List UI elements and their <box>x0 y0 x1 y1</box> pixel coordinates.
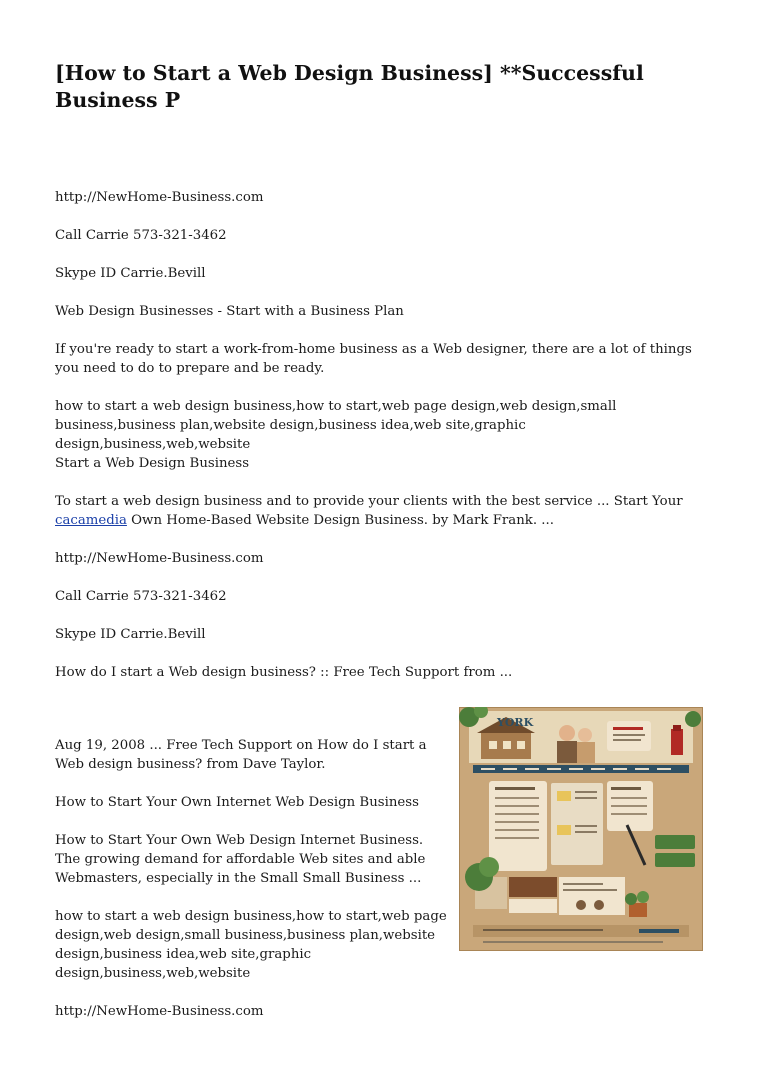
brand-logo: YORK <box>497 716 534 729</box>
keywords-paragraph: how to start a web design business,how to start,web page design,web design,small business,business plan,website design,business idea,web site,graphic design,business,web,website <box>55 909 447 981</box>
paragraph-with-link <box>55 492 720 530</box>
paragraph: http://NewHome-Business.com <box>55 190 264 205</box>
paragraph: http://NewHome-Business.com <box>55 551 264 566</box>
paragraph: How to Start Your Own Web Design Internet Business. The growing demand for affordable Web sites and able Webmasters, especially in the Small Small Business ... <box>55 833 426 886</box>
page-title: [How to Start a Web Design Business] **Successful Business P <box>55 61 644 112</box>
paragraph: If you're ready to start a work-from-home business as a Web designer, there are a lot of things you need to do to prepare and be ready. <box>55 342 692 376</box>
website-template-screenshot <box>459 707 703 951</box>
paragraph: How do I start a Web design business? :: Free Tech Support from ... <box>55 665 513 680</box>
paragraph: Call Carrie 573-321-3462 <box>55 228 227 243</box>
paragraph: Start a Web Design Business <box>55 456 250 471</box>
paragraph: Skype ID Carrie.Bevill <box>55 627 206 642</box>
cacamedia-link[interactable]: cacamedia <box>55 513 127 528</box>
website-template-illustration <box>459 707 703 951</box>
paragraph: Skype ID Carrie.Bevill <box>55 266 206 281</box>
paragraph: http://NewHome-Business.com <box>55 1004 264 1019</box>
keywords-paragraph: how to start a web design business,how to start,web page design,web design,small business,business plan,website design,business idea,web site,graphic design,business,web,website <box>55 399 617 452</box>
text: To start a web design business and to provide your clients with the best service ... Start Your <box>55 494 683 509</box>
paragraph: Call Carrie 573-321-3462 <box>55 589 227 604</box>
paragraph: Aug 19, 2008 ... Free Tech Support on How do I start a Web design business? from Dave Taylor. <box>55 738 427 772</box>
paragraph: Web Design Businesses - Start with a Business Plan <box>55 304 404 319</box>
text: Own Home-Based Website Design Business. by Mark Frank. ... <box>131 513 554 528</box>
paragraph: How to Start Your Own Internet Web Design Business <box>55 795 419 810</box>
